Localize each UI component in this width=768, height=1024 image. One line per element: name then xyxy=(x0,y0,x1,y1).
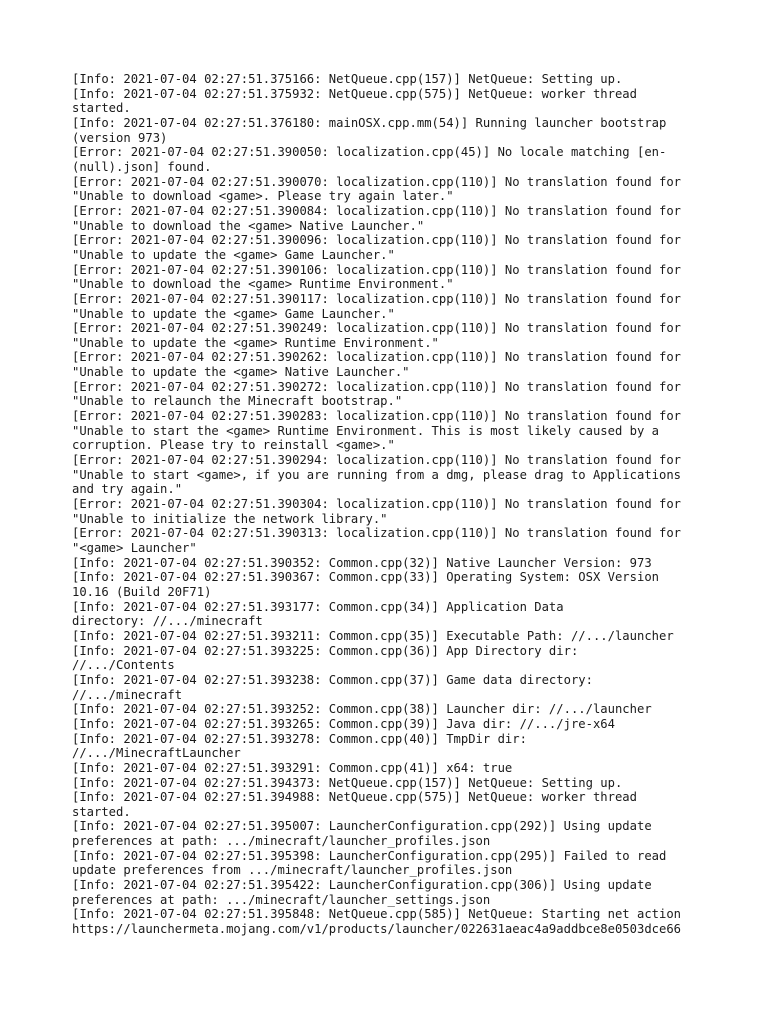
log-line: [Error: 2021-07-04 02:27:51.390096: localization.cpp(110)] No translation found for xyxy=(72,233,682,248)
log-line: [Info: 2021-07-04 02:27:51.393265: Common.cpp(39)] Java dir: //.../jre-x64 xyxy=(72,716,615,731)
log-line: [Error: 2021-07-04 02:27:51.390294: localization.cpp(110)] No translation found for xyxy=(72,453,682,468)
log-document xyxy=(72,72,702,937)
log-line: started. xyxy=(72,804,131,819)
log-line: "<game> Launcher" xyxy=(72,541,197,555)
log-line: [Info: 2021-07-04 02:27:51.393238: Common.cpp(37)] Game data directory: xyxy=(72,672,593,687)
log-line: update preferences from .../minecraft/launcher_profiles.json xyxy=(72,863,513,878)
log-line: [Info: 2021-07-04 02:27:51.394988: NetQueue.cpp(575)] NetQueue: worker thread xyxy=(72,790,637,805)
log-line: preferences at path: .../minecraft/launcher_profiles.json xyxy=(72,834,491,849)
log-line: [Error: 2021-07-04 02:27:51.390050: localization.cpp(45)] No locale matching [en- xyxy=(72,145,667,160)
log-line: preferences at path: .../minecraft/launcher_settings.json xyxy=(72,892,491,907)
log-line: [Info: 2021-07-04 02:27:51.395422: LauncherConfiguration.cpp(306)] Using update xyxy=(72,878,652,893)
log-line: "Unable to update the <game> Runtime Environment." xyxy=(72,335,439,350)
log-line: [Error: 2021-07-04 02:27:51.390106: localization.cpp(110)] No translation found for xyxy=(72,262,682,277)
log-line: "Unable to update the <game> Game Launcher." xyxy=(72,306,395,321)
log-line: and try again." xyxy=(72,482,183,497)
log-line: [Info: 2021-07-04 02:27:51.393252: Common.cpp(38)] Launcher dir: //.../launcher xyxy=(72,702,652,717)
log-line: [Info: 2021-07-04 02:27:51.395848: NetQueue.cpp(585)] NetQueue: Starting net action xyxy=(72,907,682,922)
log-line: (null).json] found. xyxy=(72,159,212,174)
log-line: [Error: 2021-07-04 02:27:51.390070: localization.cpp(110)] No translation found for xyxy=(72,174,682,189)
log-line: [Info: 2021-07-04 02:27:51.393278: Common.cpp(40)] TmpDir dir: xyxy=(72,731,527,746)
log-line: [Info: 2021-07-04 02:27:51.394373: NetQueue.cpp(157)] NetQueue: Setting up. xyxy=(72,775,623,790)
log-line: "Unable to update the <game> Native Launcher." xyxy=(72,365,410,380)
log-line: [Error: 2021-07-04 02:27:51.390304: localization.cpp(110)] No translation found for xyxy=(72,497,682,512)
log-line: "Unable to start the <game> Runtime Environment. This is most likely caused by a xyxy=(72,423,659,438)
log-line: "Unable to start <game>, if you are running from a dmg, please drag to Applications xyxy=(72,467,682,482)
log-line: [Error: 2021-07-04 02:27:51.390283: localization.cpp(110)] No translation found for xyxy=(72,409,682,424)
log-line: //.../MinecraftLauncher xyxy=(72,746,241,761)
log-line: [Info: 2021-07-04 02:27:51.393225: Common.cpp(36)] App Directory dir: xyxy=(72,643,579,658)
log-line: [Info: 2021-07-04 02:27:51.395398: LauncherConfiguration.cpp(295)] Failed to read xyxy=(72,848,667,863)
log-line: https://launchermeta.mojang.com/v1/products/launcher/022631aeac4a9addbce8e0503dce66 xyxy=(72,922,682,937)
log-line: [Info: 2021-07-04 02:27:51.393291: Common.cpp(41)] x64: true xyxy=(72,760,513,775)
log-line: corruption. Please try to reinstall <game>." xyxy=(72,438,395,453)
log-line: "Unable to download the <game> Runtime Environment." xyxy=(72,277,454,292)
log-line: //.../minecraft xyxy=(72,687,183,702)
log-line: [Info: 2021-07-04 02:27:51.376180: mainOSX.cpp.mm(54)] Running launcher bootstrap xyxy=(72,115,667,130)
log-line: [Info: 2021-07-04 02:27:51.375932: NetQueue.cpp(575)] NetQueue: worker thread xyxy=(72,86,637,101)
log-line: "Unable to download the <game> Native Launcher." xyxy=(72,218,425,233)
log-line: [Info: 2021-07-04 02:27:51.375166: NetQueue.cpp(157)] NetQueue: Setting up. xyxy=(72,72,623,86)
log-line: [Error: 2021-07-04 02:27:51.390272: localization.cpp(110)] No translation found for xyxy=(72,379,682,394)
log-line: "Unable to download <game>. Please try again later." xyxy=(72,189,454,204)
log-line: [Info: 2021-07-04 02:27:51.393177: Common.cpp(34)] Application Data xyxy=(72,599,564,614)
log-line: started. xyxy=(72,101,131,116)
log-line: directory: //.../minecraft xyxy=(72,614,263,629)
log-line: 10.16 (Build 20F71) xyxy=(72,584,212,599)
log-line: [Info: 2021-07-04 02:27:51.390352: Common.cpp(32)] Native Launcher Version: 973 xyxy=(72,555,652,570)
log-line: [Info: 2021-07-04 02:27:51.390367: Common.cpp(33)] Operating System: OSX Version xyxy=(72,570,659,585)
log-line: [Error: 2021-07-04 02:27:51.390117: localization.cpp(110)] No translation found for xyxy=(72,291,682,306)
log-line: "Unable to relaunch the Minecraft bootstrap." xyxy=(72,394,403,409)
log-line: [Info: 2021-07-04 02:27:51.393211: Common.cpp(35)] Executable Path: //.../launcher xyxy=(72,628,674,643)
log-line: [Error: 2021-07-04 02:27:51.390084: localization.cpp(110)] No translation found for xyxy=(72,203,682,218)
log-line: (version 973) xyxy=(72,130,168,145)
log-line: [Error: 2021-07-04 02:27:51.390313: localization.cpp(110)] No translation found for xyxy=(72,526,682,541)
log-line: [Error: 2021-07-04 02:27:51.390249: localization.cpp(110)] No translation found for xyxy=(72,321,682,336)
log-line: [Error: 2021-07-04 02:27:51.390262: localization.cpp(110)] No translation found for xyxy=(72,350,682,365)
log-line: "Unable to initialize the network library." xyxy=(72,511,388,526)
log-line: //.../Contents xyxy=(72,658,175,673)
log-line: "Unable to update the <game> Game Launcher." xyxy=(72,247,395,262)
log-line: [Info: 2021-07-04 02:27:51.395007: LauncherConfiguration.cpp(292)] Using update xyxy=(72,819,652,834)
